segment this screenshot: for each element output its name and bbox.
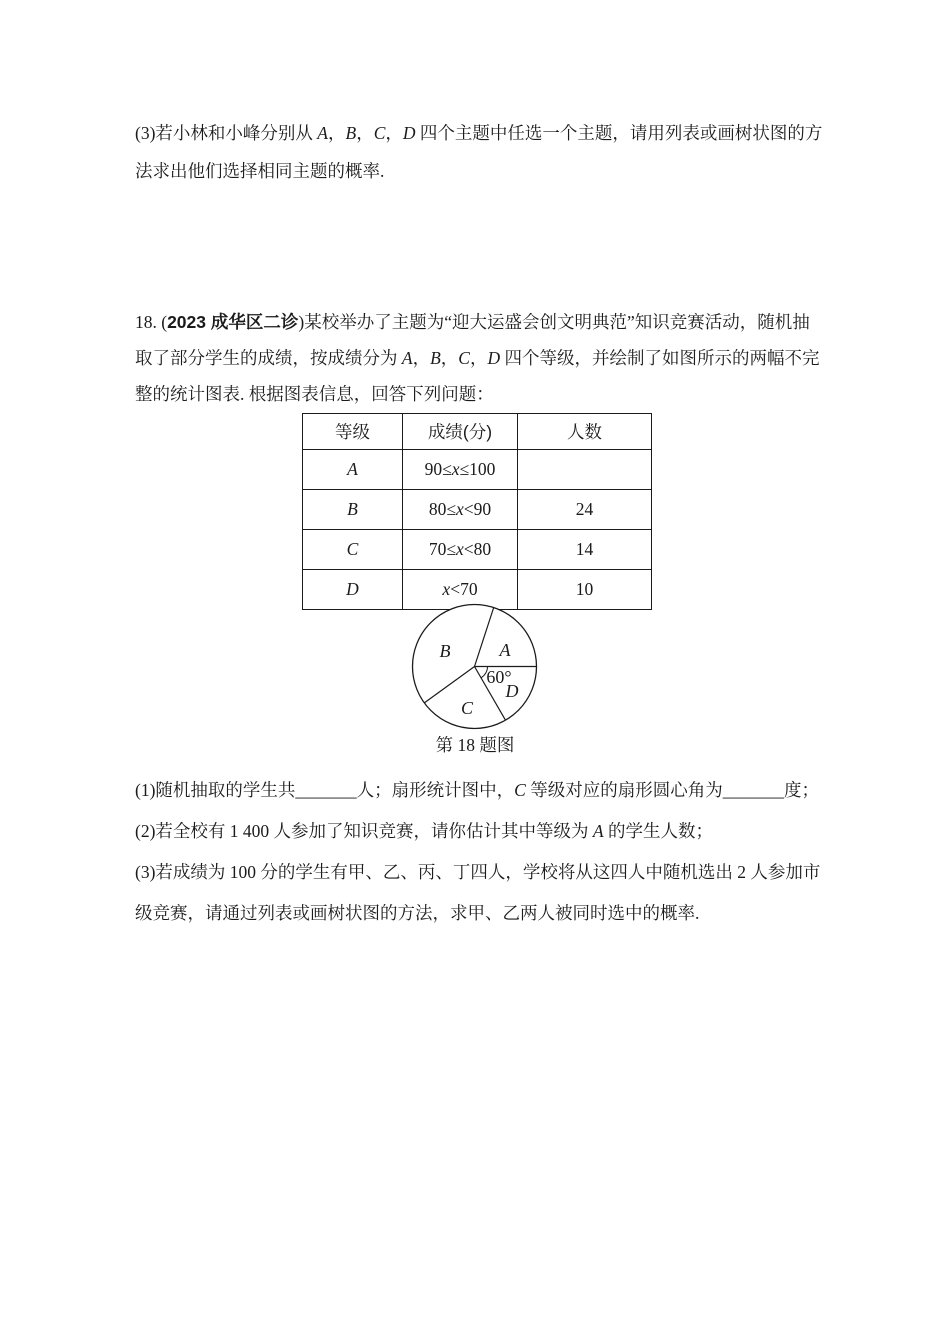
score-cell: 80≤x<90 xyxy=(403,490,518,530)
count-cell: 24 xyxy=(518,490,652,530)
paragraph-line: 18. (2023 成华区二诊)某校举办了主题为“迎大运盛会创文明典范”知识竞赛活动，随机抽 xyxy=(135,312,810,332)
pie-label-D: D xyxy=(505,681,519,701)
count-cell xyxy=(518,450,652,490)
table-row xyxy=(303,490,652,530)
score-cell: 70≤x<80 xyxy=(403,530,518,570)
pie-chart-svg xyxy=(402,597,552,737)
paragraph-line: 法求出他们选择相同主题的概率. xyxy=(135,161,385,181)
grade-cell: A xyxy=(303,450,403,490)
score-cell: 90≤x≤100 xyxy=(403,450,518,490)
figure-caption: 第 18 题图 xyxy=(435,735,515,755)
pie-label-C: C xyxy=(460,698,474,718)
question-3-line1: (3)若成绩为 100 分的学生有甲、乙、丙、丁四人，学校将从这四人中随机选出 2 人参加市 xyxy=(135,862,821,882)
stats-table xyxy=(302,413,652,610)
table-row xyxy=(303,450,652,490)
score-cell: x<70 xyxy=(403,570,518,610)
problem18-questions xyxy=(135,770,827,934)
col-header-count: 人数 xyxy=(518,414,652,450)
pie-label-B: B xyxy=(439,641,451,661)
question-1: (1)随机抽取的学生共_______人；扇形统计图中，C 等级对应的扇形圆心角为_______度； xyxy=(135,780,819,800)
grade-cell: B xyxy=(303,490,403,530)
table-header-row xyxy=(303,414,652,450)
col-header-score: 成绩(分) xyxy=(403,414,518,450)
table-row xyxy=(303,530,652,570)
paragraph-line: 取了部分学生的成绩，按成绩分为 A，B，C，D 四个等级，并绘制了如图所示的两幅不完 xyxy=(135,348,820,368)
paragraph-line: (3)若小林和小峰分别从 A，B，C，D 四个主题中任选一个主题，请用列表或画树状图的方 xyxy=(135,123,823,143)
grade-cell: D xyxy=(303,570,403,610)
question-3-line2: 级竞赛，请通过列表或画树状图的方法，求甲、乙两人被同时选中的概率. xyxy=(135,903,700,923)
problem18-stem xyxy=(135,304,827,412)
question-2: (2)若全校有 1 400 人参加了知识竞赛，请你估计其中等级为 A 的学生人数； xyxy=(135,821,713,841)
count-cell: 14 xyxy=(518,530,652,570)
previous-problem-part3 xyxy=(135,114,827,190)
pie-chart xyxy=(402,597,552,737)
angle-value-label: 60° xyxy=(486,667,512,687)
count-cell: 10 xyxy=(518,570,652,610)
grade-cell: C xyxy=(303,530,403,570)
paragraph-line: 整的统计图表. 根据图表信息，回答下列问题： xyxy=(135,384,494,404)
pie-label-A: A xyxy=(499,640,511,660)
col-header-grade: 等级 xyxy=(303,414,403,450)
